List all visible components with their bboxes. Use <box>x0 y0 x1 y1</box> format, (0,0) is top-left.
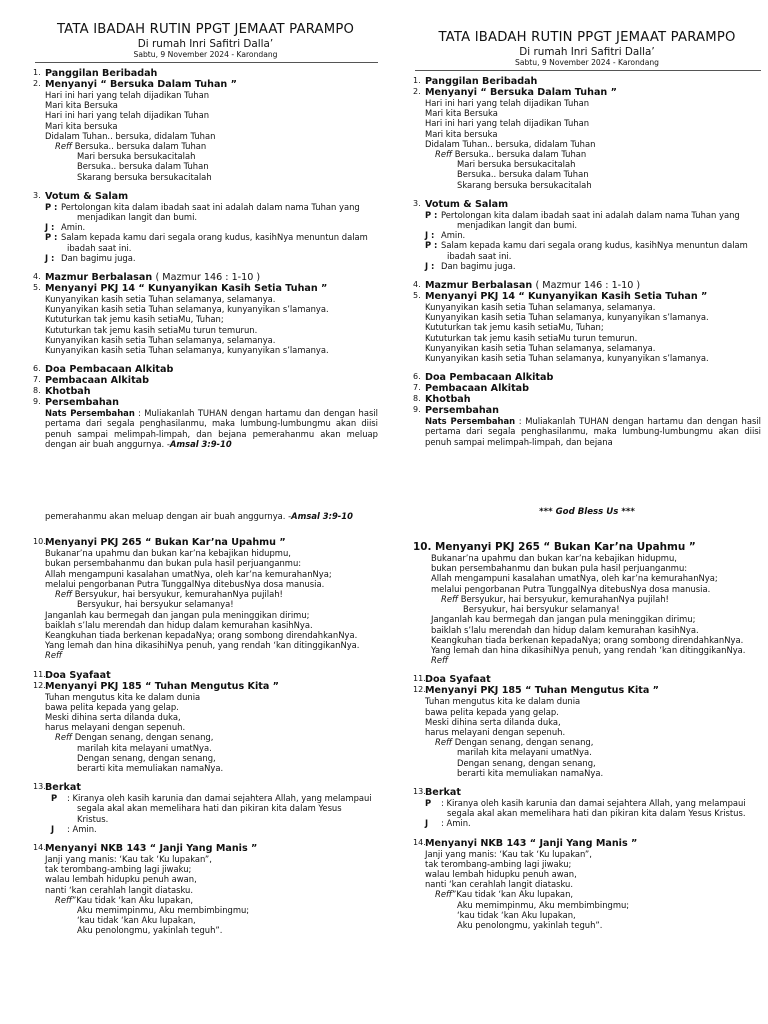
item-number: 5. <box>33 283 41 293</box>
song-line: Mari kita bersuka <box>425 128 498 139</box>
item-number: 9. <box>33 397 41 407</box>
song-line: Kunyanyikan kasih setia Tuhan selamanya, selamanya. <box>45 334 276 345</box>
item-title: Doa Pembacaan Alkitab <box>425 372 554 384</box>
item-title: Khotbah <box>425 394 471 406</box>
reff-label: Reff <box>55 141 73 152</box>
song-line: Meski dihina serta dilanda duka, <box>425 716 561 727</box>
item-9 <box>413 405 761 447</box>
item-number: 13. <box>413 786 426 796</box>
song-line: Janganlah kau bermegah dan jangan pula meninggikan dirimu; <box>431 614 696 625</box>
song-line: Hari ini hari yang telah dijadikan Tuhan <box>45 110 210 121</box>
liturgy-text: segala akal akan memelihara hati dan pikiran kita dalam Yesus Kristus. <box>447 808 746 819</box>
reff-text: Bersuka.. bersuka dalam Tuhan <box>74 141 207 152</box>
song-line: Mari kita bersuka <box>45 120 118 131</box>
item-7 <box>33 375 378 386</box>
song-line: Tuhan mengutus kita ke dalam dunia <box>425 696 581 707</box>
item-title: Menyanyi PKJ 14 “ Kunyanyikan Kasih Setia Tuhan ” <box>425 291 708 303</box>
item-title: Doa Pembacaan Alkitab <box>45 364 174 376</box>
item-title: Menyanyi “ Bersuka Dalam Tuhan ” <box>425 87 617 98</box>
liturgy-line <box>45 232 378 242</box>
header-divider <box>35 62 378 63</box>
song-line: Yang lemah dan hina dikasihiNya penuh, yang rendah ‘kan ditinggikanNya. <box>431 644 746 655</box>
song-line: Bukanar’na upahmu dan bukan kar’na kebajikan hidupmu, <box>431 553 677 564</box>
reff-line <box>431 594 761 604</box>
item-number: 8. <box>33 386 41 396</box>
item-3 <box>413 199 761 271</box>
liturgy-text: : Kiranya oleh kasih karunia dan damai sejahtera Allah, yang melampaui <box>441 797 746 808</box>
speaker-label: J : <box>425 260 435 271</box>
speaker-label: P : <box>425 240 438 251</box>
verse-reference: Amsal 3:9-10 <box>169 438 232 449</box>
song-line: tak terombang-ambing lagi jiwaku; <box>425 858 572 869</box>
speaker-label: P <box>425 797 432 808</box>
item-number: 14. <box>413 837 426 847</box>
reff-text: Dengan senang, dengan senang, <box>454 737 594 748</box>
reff-label: Reff <box>435 149 453 160</box>
item-4 <box>413 280 761 291</box>
song-line: Hari ini hari yang telah dijadikan Tuhan <box>425 118 590 129</box>
page-date: Sabtu, 9 November 2024 - Karondang <box>133 50 278 59</box>
reff-label: Reff <box>45 650 63 661</box>
reff-line: Skarang bersuka bersukacitalah <box>77 171 212 182</box>
song-line: Tuhan mengutus kita ke dalam dunia <box>45 691 201 702</box>
page-date: Sabtu, 9 November 2024 - Karondang <box>515 58 659 67</box>
reff-line <box>45 732 378 742</box>
item-2 <box>413 87 761 190</box>
liturgy-line <box>45 222 378 232</box>
reff-line <box>45 141 378 151</box>
item-title: Doa Syafaat <box>45 669 111 681</box>
item-2 <box>33 79 378 182</box>
reff-label: Reff <box>55 589 73 600</box>
verse-reference: Amsal 3:9-10 <box>291 511 353 522</box>
item-10 <box>413 541 761 665</box>
speaker-label: J : <box>425 230 435 241</box>
item-title: Berkat <box>425 786 461 798</box>
liturgy-line <box>45 202 378 212</box>
item-title: Panggilan Beribadah <box>425 76 538 87</box>
item-11 <box>33 670 378 681</box>
song-line: Kunyanyikan kasih setia Tuhan selamanya, kunyanyikan s’lamanya. <box>425 312 709 323</box>
item-number: 10. <box>413 541 432 554</box>
song-line: Kunyanyikan kasih setia Tuhan selamanya, selamanya. <box>425 342 656 353</box>
speaker-label: J : <box>45 252 55 263</box>
reff-line: berarti kita memuliakan namaNya. <box>457 767 604 778</box>
liturgy-text: Pertolongan kita dalam ibadah saat ini adalah dalam nama Tuhan yang <box>441 209 740 220</box>
liturgy-text: Salam kepada kamu dari segala orang kudus, kasihNya menuntun dalam <box>441 240 748 251</box>
reff-line: Bersuka.. bersuka dalam Tuhan <box>457 169 589 180</box>
liturgy-line <box>425 798 761 808</box>
reff-line: Bersyukur, hai bersyukur selamanya! <box>463 604 620 615</box>
liturgy-text: Dan bagimu juga. <box>61 252 136 263</box>
item-title: Menyanyi PKJ 185 “ Tuhan Mengutus Kita ” <box>425 685 659 697</box>
song-line: Mari kita Bersuka <box>45 100 118 111</box>
liturgy-line <box>45 793 378 803</box>
liturgy-line <box>425 240 761 250</box>
closing-blessing: *** God Bless Us *** <box>539 506 635 517</box>
reff-line: Aku memimpinmu, Aku membimbingmu; <box>457 899 630 910</box>
reff-line: Dengan senang, dengan senang, <box>77 752 216 763</box>
item-title: Menyanyi PKJ 265 “ Bukan Kar’na Upahmu ” <box>45 537 286 549</box>
item-5 <box>33 283 378 355</box>
reff-label: Reff <box>435 889 453 900</box>
item-number: 11. <box>33 669 46 679</box>
liturgy-text: Kristus. <box>77 813 109 824</box>
item-title-text: Menyanyi PKJ 265 “ Bukan Kar’na Upahmu ” <box>435 541 696 554</box>
header <box>33 22 378 59</box>
item-title-text: Mazmur Berbalasan <box>45 272 153 284</box>
item-number: 3. <box>413 198 421 208</box>
reff-line: Skarang bersuka bersukacitalah <box>457 179 592 190</box>
item-number: 6. <box>413 372 421 382</box>
song-line: Kunyanyikan kasih setia Tuhan selamanya, kunyanyikan s’lamanya. <box>425 353 709 364</box>
liturgy-text: menjadikan langit dan bumi. <box>77 212 198 223</box>
song-line: bawa pelita kepada yang gelap. <box>45 701 179 712</box>
song-line: Hari ini hari yang telah dijadikan Tuhan <box>425 98 590 108</box>
item-title: Votum & Salam <box>425 198 509 210</box>
song-line: Allah mengampuni kasalahan umatNya, oleh kar’na kemurahanNya; <box>431 573 718 584</box>
reff-label: Reff <box>431 655 449 666</box>
page-title: TATA IBADAH RUTIN PPGT JEMAAT PARAMPO <box>56 22 355 37</box>
item-number: 8. <box>413 394 421 404</box>
item-title <box>45 272 378 283</box>
reff-line: berarti kita memuliakan namaNya. <box>77 762 224 773</box>
reff-label: Reff <box>435 737 453 748</box>
reff-line: marilah kita melayani umatNya. <box>77 742 212 753</box>
item-title: Doa Syafaat <box>425 674 491 686</box>
verse-label: Nats Persembahan <box>45 408 135 419</box>
liturgy-text: menjadikan langit dan bumi. <box>457 220 578 231</box>
item-13 <box>33 782 378 834</box>
header-divider <box>415 70 761 71</box>
reff-line: marilah kita melayani umatNya. <box>457 747 592 758</box>
item-number: 12. <box>413 685 426 695</box>
reff-line: Aku memimpinmu, Aku membimbingmu; <box>77 904 250 915</box>
song-line: baiklah s’lalu merendah dan hidup dalam kemurahan kasihNya. <box>431 624 699 635</box>
reff-line: ‘kau tidak ‘kan Aku lupakan, <box>457 909 576 920</box>
item-title: Pembacaan Alkitab <box>425 383 529 395</box>
item-number: 2. <box>33 79 41 88</box>
song-line: Janji yang manis: ‘Kau tak ‘Ku lupakan”, <box>45 853 212 864</box>
reff-text: Bersuka.. bersuka dalam Tuhan <box>454 149 587 160</box>
liturgy-text: : Kiranya oleh kasih karunia dan damai sejahtera Allah, yang melampaui <box>67 793 372 804</box>
item-number: 7. <box>33 375 41 385</box>
item-6 <box>413 372 761 383</box>
speaker-label: P : <box>45 201 58 212</box>
item-1 <box>413 76 761 87</box>
page-title: TATA IBADAH RUTIN PPGT JEMAAT PARAMPO <box>438 30 736 45</box>
liturgy-text: : Amin. <box>441 818 471 829</box>
item-8 <box>33 386 378 397</box>
song-line: Didalam Tuhan.. bersuka, didalam Tuhan <box>425 138 596 149</box>
liturgy-line <box>425 818 761 828</box>
reff-text: Bersyukur, hai bersyukur, kemurahanNya pujilah! <box>460 593 669 604</box>
liturgy-text: : Amin. <box>67 823 97 834</box>
item-title: Votum & Salam <box>45 190 129 202</box>
offering-verse <box>45 408 378 449</box>
reff-text: ”Kau tidak ‘kan Aku lupakan, <box>72 894 194 905</box>
item-title <box>413 541 761 553</box>
bulletin-right-column <box>413 30 761 930</box>
song-line: Kunyanyikan kasih setia Tuhan selamanya, selamanya. <box>45 294 276 305</box>
song-line: Janji yang manis: ‘Kau tak ‘Ku lupakan”, <box>425 848 592 859</box>
item-title: Persembahan <box>425 405 499 417</box>
liturgy-line <box>425 230 761 240</box>
item-title: Menyanyi PKJ 185 “ Tuhan Mengutus Kita ” <box>45 680 279 692</box>
song-line: bukan persembahanmu dan bukan pula hasil perjuanganmu: <box>431 563 688 574</box>
liturgy-text: segala akal akan memelihara hati dan pikiran kita dalam Yesus <box>77 803 342 814</box>
item-title: Persembahan <box>45 397 119 409</box>
item-4 <box>33 272 378 283</box>
item-title: Menyanyi NKB 143 “ Janji Yang Manis ” <box>425 837 638 849</box>
reff-line <box>45 895 378 905</box>
reff-line <box>45 589 378 599</box>
reff-text: Bersyukur, hai bersyukur, kemurahanNya pujilah! <box>74 589 283 600</box>
song-line: melalui pengorbanan Putra TunggalNya ditebusNya dosa manusia. <box>431 583 711 594</box>
reff-line: ‘kau tidak ‘kan Aku lupakan, <box>77 915 196 926</box>
song-line: Kututurkan tak jemu kasih setiaMu turun temurun. <box>425 332 638 343</box>
item-number: 3. <box>33 190 41 200</box>
item-8 <box>413 394 761 405</box>
reff-line: Aku penolongmu, yakinlah teguh”. <box>77 925 223 936</box>
item-title-text: Mazmur Berbalasan <box>425 280 533 292</box>
reff-line: Mari bersuka bersukacitalah <box>457 159 576 170</box>
item-number: 9. <box>413 405 421 415</box>
song-line: walau lembah hidupku penuh awan, <box>45 874 197 885</box>
item-number: 10. <box>33 537 46 547</box>
speaker-label: P <box>51 793 58 804</box>
item-title: Berkat <box>45 782 81 794</box>
bulletin-left-column <box>33 22 378 936</box>
header <box>413 30 761 67</box>
item-14 <box>33 843 378 936</box>
item-12 <box>413 685 761 778</box>
reff-label: Reff <box>441 593 459 604</box>
song-line: Kututurkan tak jemu kasih setiaMu, Tuhan; <box>45 314 224 325</box>
item-number: 4. <box>413 280 421 290</box>
item-10 <box>33 537 378 660</box>
song-line: bawa pelita kepada yang gelap. <box>425 706 559 717</box>
reff-label: Reff <box>55 732 73 743</box>
item-title: Pembacaan Alkitab <box>45 375 149 387</box>
item-title: Khotbah <box>45 386 91 398</box>
reff-label: Reff <box>55 894 73 905</box>
item-title <box>425 280 761 291</box>
speaker-label: J : <box>45 222 55 233</box>
liturgy-text: Pertolongan kita dalam ibadah saat ini adalah dalam nama Tuhan yang <box>61 201 360 212</box>
song-line: Kututurkan tak jemu kasih setiaMu turun temurun. <box>45 324 258 335</box>
liturgy-text: Amin. <box>441 230 466 241</box>
item-title: Menyanyi PKJ 14 “ Kunyanyikan Kasih Setia Tuhan ” <box>45 283 328 295</box>
song-line: bukan persembahanmu dan bukan pula hasil perjuanganmu: <box>45 558 302 569</box>
item-6 <box>33 364 378 375</box>
song-line: tak terombang-ambing lagi jiwaku; <box>45 864 192 875</box>
item-number: 7. <box>413 383 421 393</box>
item-number: 12. <box>33 680 46 690</box>
reff-line: Aku penolongmu, yakinlah teguh”. <box>457 919 603 930</box>
liturgy-text: ibadah saat ini. <box>447 250 512 261</box>
song-line: harus melayani dengan sepenuh. <box>425 726 566 737</box>
song-line: Janganlah kau bermegah dan jangan pula meninggikan dirimu; <box>45 609 310 620</box>
song-line: Kututurkan tak jemu kasih setiaMu, Tuhan; <box>425 322 604 333</box>
reff-line: Dengan senang, dengan senang, <box>457 757 596 768</box>
speaker-label: P : <box>425 209 438 220</box>
verse-label: Nats Persembahan <box>425 416 516 427</box>
item-number: 5. <box>413 291 421 301</box>
song-line: walau lembah hidupku penuh awan, <box>425 868 577 879</box>
item-number: 4. <box>33 272 41 282</box>
song-line: Kunyanyikan kasih setia Tuhan selamanya, kunyanyikan s’lamanya. <box>45 345 329 356</box>
item-number: 2. <box>413 87 421 96</box>
song-line: Meski dihina serta dilanda duka, <box>45 711 181 722</box>
song-line: Kunyanyikan kasih setia Tuhan selamanya, selamanya. <box>425 302 656 313</box>
liturgy-text: Amin. <box>61 222 86 233</box>
item-9 <box>33 397 378 449</box>
item-number: 1. <box>33 68 41 77</box>
reff-line <box>425 737 761 747</box>
song-line: Yang lemah dan hina dikasihiNya penuh, yang rendah ‘kan ditinggikanNya. <box>45 640 360 651</box>
page-subtitle: Di rumah Inri Safitri Dallaʼ <box>519 46 655 58</box>
song-line: Kunyanyikan kasih setia Tuhan selamanya, kunyanyikan s’lamanya. <box>45 304 329 315</box>
liturgy-text: Salam kepada kamu dari segala orang kudus, kasihNya menuntun dalam <box>61 232 368 243</box>
reff-text: ”Kau tidak ‘kan Aku lupakan, <box>452 889 574 900</box>
item-title: Menyanyi “ Bersuka Dalam Tuhan ” <box>45 79 237 90</box>
speaker-label: J <box>51 823 55 834</box>
item-number: 11. <box>413 674 426 684</box>
liturgy-line <box>45 824 378 834</box>
item-3 <box>33 191 378 263</box>
song-line: Keangkuhan tiada berkenan kepadaNya; orang sombong direndahkanNya. <box>431 634 744 645</box>
verse-text: : Muliakanlah TUHAN dengan hartamu dan dengan hasil pertama dari segala penghasilanmu, maka lumbung-lumbungmu akan diisi penuh sampai melimpah-limpah, dan bejana pemerahanmu akan meluap dengan air buah anggurnya. - <box>45 408 378 449</box>
item-number: 14. <box>33 842 46 852</box>
song-line: Allah mengampuni kasalahan umatNya, oleh kar’na kemurahanNya; <box>45 568 332 579</box>
reff-text: Dengan senang, dengan senang, <box>74 732 214 743</box>
item-12 <box>33 681 378 774</box>
song-line: Mari kita Bersuka <box>425 108 498 119</box>
reff-line: Bersuka.. bersuka dalam Tuhan <box>77 161 209 172</box>
item-title: Panggilan Beribadah <box>45 68 158 79</box>
liturgy-line <box>425 210 761 220</box>
liturgy-text: Dan bagimu juga. <box>441 260 516 271</box>
liturgy-text: ibadah saat ini. <box>67 242 132 253</box>
liturgy-line <box>45 253 378 263</box>
psalm-reference: ( Mazmur 146 : 1-10 ) <box>535 280 641 292</box>
item-5 <box>413 291 761 363</box>
item-14 <box>413 838 761 931</box>
psalm-reference: ( Mazmur 146 : 1-10 ) <box>155 272 261 284</box>
item-title: Menyanyi NKB 143 “ Janji Yang Manis ” <box>45 842 258 854</box>
song-line: baiklah s’lalu merendah dan hidup dalam kemurahan kasihNya. <box>45 619 313 630</box>
verse-text: : Muliakanlah TUHAN dengan hartamu dan dengan hasil pertama dari segala penghasilanmu, maka lumbung-lumbungmu akan diisi penuh sampai melimpah-limpah, dan bejana <box>425 416 761 447</box>
song-line: Hari ini hari yang telah dijadikan Tuhan <box>45 90 210 100</box>
item-1 <box>33 68 378 79</box>
verse-overflow <box>33 511 378 521</box>
song-line: Didalam Tuhan.. bersuka, didalam Tuhan <box>45 130 216 141</box>
song-line: nanti ‘kan cerahlah langit diatasku. <box>45 884 194 895</box>
speaker-label: J <box>425 818 429 829</box>
item-11 <box>413 674 761 685</box>
item-7 <box>413 383 761 394</box>
reff-line: Mari bersuka bersukacitalah <box>77 151 196 162</box>
song-line: Keangkuhan tiada berkenan kepadaNya; orang sombong direndahkanNya. <box>45 629 358 640</box>
page-subtitle: Di rumah Inri Safitri Dallaʼ <box>137 38 274 50</box>
item-13 <box>413 787 761 829</box>
song-line: melalui pengorbanan Putra TunggalNya ditebusNya dosa manusia. <box>45 578 325 589</box>
reff-line: Bersyukur, hai bersyukur selamanya! <box>77 599 234 610</box>
song-line: harus melayani dengan sepenuh. <box>45 722 186 733</box>
item-number: 6. <box>33 364 41 374</box>
reff-line <box>425 149 761 159</box>
item-number: 1. <box>413 76 421 85</box>
reff-line <box>425 889 761 899</box>
song-line: Bukanar’na upahmu dan bukan kar’na kebajikan hidupmu, <box>45 548 291 559</box>
song-line: nanti ‘kan cerahlah langit diatasku. <box>425 879 574 890</box>
liturgy-line <box>425 261 761 271</box>
offering-verse <box>425 416 761 447</box>
item-number: 13. <box>33 782 46 792</box>
speaker-label: P : <box>45 232 58 243</box>
overflow-text: pemerahanmu akan meluap dengan air buah anggurnya. -Amsal 3:9-10 <box>45 511 353 522</box>
